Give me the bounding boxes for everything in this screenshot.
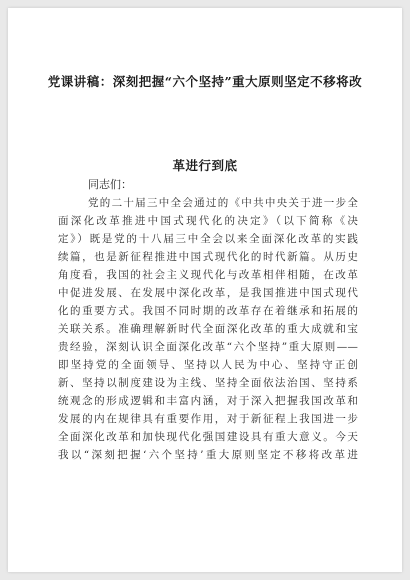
body-line: 统观念的形成逻辑和丰富内涵，对于深入把握我国改革和 bbox=[58, 395, 358, 407]
body-line: 面深化改革推进中国式现代化的决定》（以下简称《决 bbox=[58, 215, 358, 227]
document-title-line-2: 革进行到底 bbox=[172, 158, 238, 173]
body-line: 全面深化改革和加快现代化强国建设具有重大意义。今天 bbox=[58, 431, 358, 443]
body-line: 化的重要方式。我国不同时期的改革存在着继承和拓展的 bbox=[58, 305, 358, 317]
body-line: 发展的内在规律具有重要作用，对于新征程上我国进一步 bbox=[58, 413, 358, 425]
body-line: 我以“深刻把握‘六个坚持’重大原则坚定不移将改革进 bbox=[58, 449, 358, 461]
document-page bbox=[8, 8, 402, 572]
body-line: 新、坚持以制度建设为主线、坚持全面依法治国、坚持系 bbox=[58, 377, 358, 389]
body-line: 贵经验，深刻认识全面深化改革“六个坚持”重大原则—— bbox=[58, 341, 358, 353]
body-line: 关联关系。准确理解新时代全面深化改革的重大成就和宝 bbox=[58, 323, 358, 335]
document-title-line-1: 党课讲稿：深刻把握“六个坚持”重大原则坚定不移将改 bbox=[47, 74, 363, 89]
body-line: 续篇，也是新征程推进中国式现代化的时代新篇。从历史 bbox=[58, 251, 358, 263]
body-line: 即坚持党的全面领导、坚持以人民为中心、坚持守正创 bbox=[58, 359, 358, 371]
body-line: 角度看，我国的社会主义现代化与改革相伴相随，在改革 bbox=[58, 269, 358, 281]
body-line: 中促进发展、在发展中深化改革，是我国推进中国式现代 bbox=[58, 287, 358, 299]
salutation: 同志们： bbox=[88, 178, 132, 191]
body-line: 党的二十届三中全会通过的《中共中央关于进一步全 bbox=[88, 197, 358, 209]
body-line: 定》）既是党的十八届三中全会以来全面深化改革的实践 bbox=[58, 233, 358, 245]
